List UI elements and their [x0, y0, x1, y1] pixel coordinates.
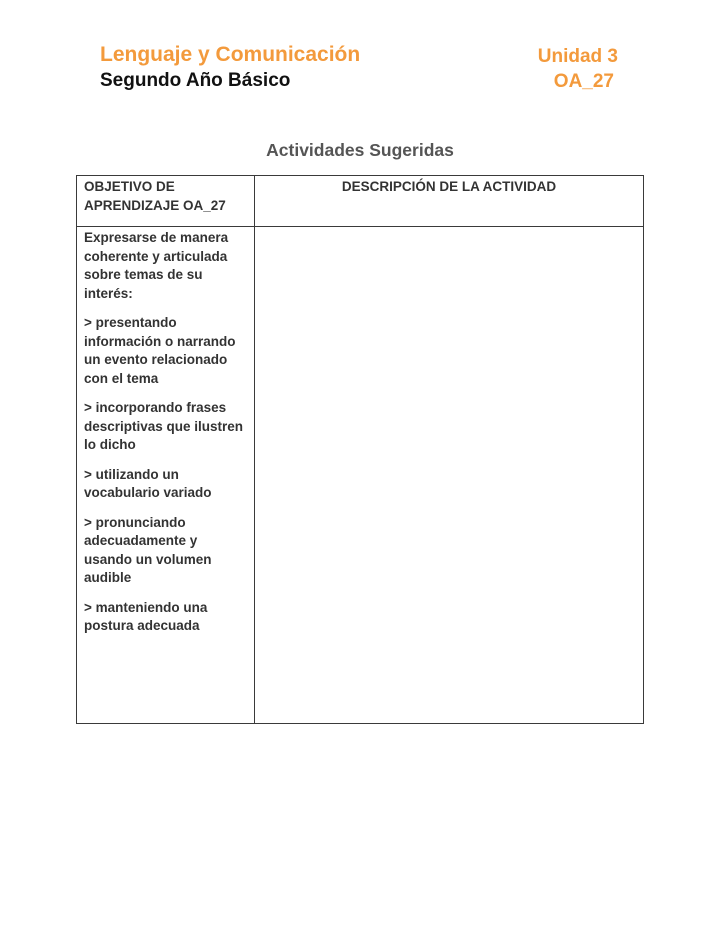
objective-paragraph: > utilizando un vocabulario variado	[84, 466, 212, 500]
page-title: Actividades Sugeridas	[266, 140, 454, 160]
grade-label: Segundo Año Básico	[100, 70, 291, 91]
description-header: DESCRIPCIÓN DE LA ACTIVIDAD	[255, 176, 644, 227]
objective-paragraph: Expresarse de manera coherente y articulada sobre temas de su interés:	[84, 230, 229, 301]
subject-title: Lenguaje y Comunicación	[100, 43, 361, 66]
objective-paragraph: > presentando información o narrando un evento relacionado con el tema	[84, 315, 236, 386]
oa-label: OA_27	[553, 71, 614, 92]
table-row	[77, 227, 644, 724]
objective-paragraph: > incorporando frases descriptivas que ilustren lo dicho	[84, 400, 244, 452]
header-left	[100, 42, 360, 94]
activities-table	[76, 175, 644, 724]
table-header-row	[77, 176, 644, 227]
objective-paragraph: > manteniendo una postura adecuada	[84, 599, 208, 633]
objective-header: OBJETIVO DE APRENDIZAJE OA_27	[77, 176, 255, 227]
unit-label: Unidad 3	[537, 46, 618, 67]
header-right	[538, 45, 618, 95]
objective-cell	[77, 227, 255, 724]
description-cell[interactable]	[255, 227, 644, 724]
objective-paragraph: > pronunciando adecuadamente y usando un volumen audible	[84, 514, 212, 585]
